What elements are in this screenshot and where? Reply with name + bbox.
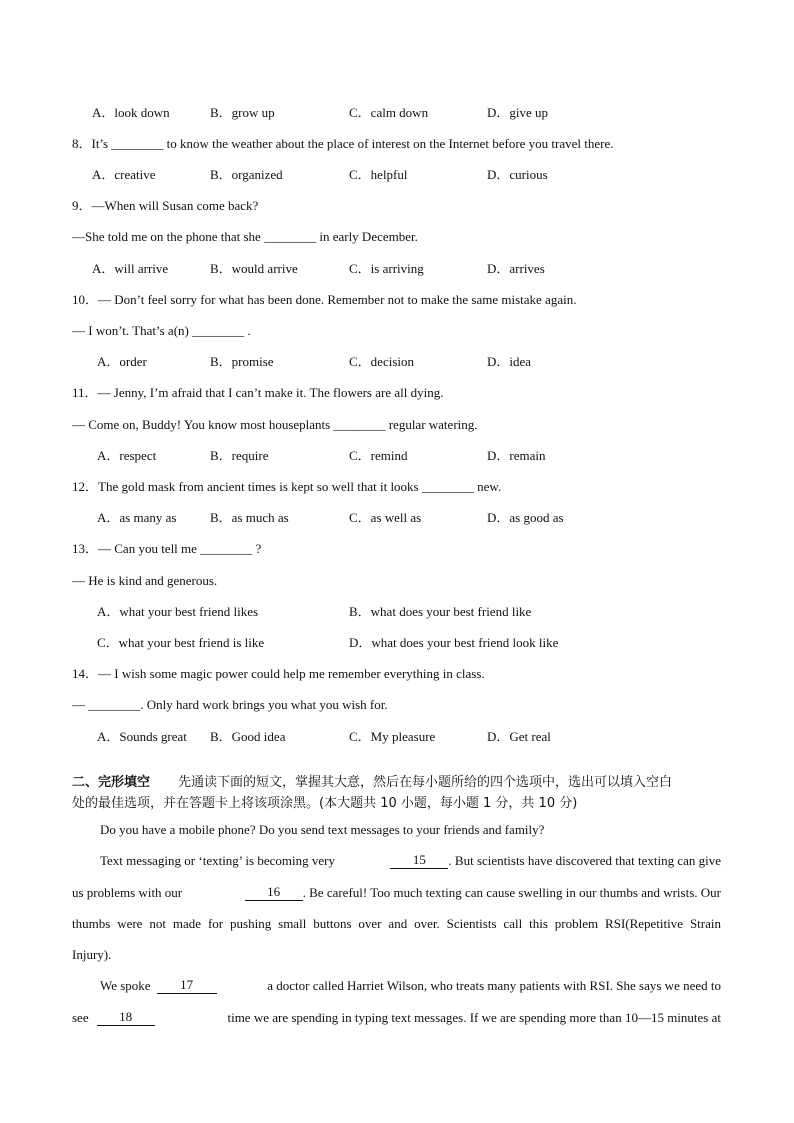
blank-16[interactable]: 16 xyxy=(245,885,303,901)
q10-option-a[interactable]: A．order xyxy=(97,354,147,369)
q14-option-a[interactable]: A．Sounds great xyxy=(97,729,187,744)
passage-line-7 xyxy=(72,1010,721,1026)
q13-stem xyxy=(72,541,261,557)
q8-stem-post: to know the weather about the place of interest on the Internet before you travel there. xyxy=(166,136,614,151)
passage-text: Text messaging or ‘texting’ is becoming very xyxy=(100,853,335,868)
q9-option-a[interactable]: A．will arrive xyxy=(92,261,169,276)
q9-option-d[interactable]: D．arrives xyxy=(487,261,545,276)
q7-option-d[interactable]: D．give up xyxy=(487,105,549,120)
q11-option-c[interactable]: C．remind xyxy=(349,448,408,463)
q14-option-d[interactable]: D．Get real xyxy=(487,729,551,744)
q8-option-c[interactable]: C．helpful xyxy=(349,167,408,182)
q9-stem-pre: —She told me on the phone that she xyxy=(72,229,261,244)
q14-stem-line1: 14．— I wish some magic power could help me remember everything in class. xyxy=(72,666,485,681)
q11-option-a[interactable]: A．respect xyxy=(97,448,157,463)
q12-option-b[interactable]: B．as much as xyxy=(210,510,289,525)
q10-stem-line1: 10．— Don’t feel sorry for what has been done. Remember not to make the same mistake again. xyxy=(72,292,577,307)
q13-stem-post: ? xyxy=(255,541,262,556)
q12-stem-pre: 12．The gold mask from ancient times is kept so well that it looks xyxy=(72,479,419,494)
q10-option-c[interactable]: C．decision xyxy=(349,354,414,369)
q8-stem xyxy=(72,136,614,152)
q14-stem-line2 xyxy=(72,697,388,713)
passage-text: . Be careful! Too much texting can cause swelling in our thumbs and wrists. Our xyxy=(302,885,721,900)
section2-title: 二、完形填空 xyxy=(72,775,151,790)
q9-blank: ________ xyxy=(264,229,317,244)
q14-option-c[interactable]: C．My pleasure xyxy=(349,729,436,744)
q13-option-b[interactable]: B．what does your best friend like xyxy=(349,604,532,619)
blank-17[interactable]: 17 xyxy=(157,978,217,994)
q14-stem-pre: — xyxy=(72,697,85,712)
passage-line-4: thumbs were not made for pushing small buttons over and over. Scientists call this problem RSI(Repetitive Strain xyxy=(72,916,721,931)
q11-option-d[interactable]: D．remain xyxy=(487,448,546,463)
q12-stem xyxy=(72,479,501,495)
q8-option-b[interactable]: B．organized xyxy=(210,167,283,182)
q12-stem-post: new. xyxy=(477,479,502,494)
q11-blank: ________ xyxy=(333,417,386,432)
q14-blank: ________ xyxy=(88,697,141,712)
q7-option-b[interactable]: B．grow up xyxy=(210,105,275,120)
q8-blank: ________ xyxy=(111,136,164,151)
passage-line-2 xyxy=(100,853,721,869)
passage-line-5: Injury). xyxy=(72,947,112,962)
blank-18[interactable]: 18 xyxy=(97,1010,155,1026)
q7-option-a[interactable]: A．look down xyxy=(92,105,170,120)
passage-text: a doctor called Harriet Wilson, who treats many patients with RSI. She says we need to xyxy=(267,978,721,993)
q9-stem-post: in early December. xyxy=(319,229,418,244)
q14-stem-post: . Only hard work brings you what you wish for. xyxy=(140,697,388,712)
q7-option-c[interactable]: C．calm down xyxy=(349,105,429,120)
q13-option-d[interactable]: D．what does your best friend look like xyxy=(349,635,559,650)
q8-option-a[interactable]: A．creative xyxy=(92,167,156,182)
q9-option-c[interactable]: C．is arriving xyxy=(349,261,424,276)
passage-paragraph-1: Do you have a mobile phone? Do you send text messages to your friends and family? xyxy=(100,822,545,837)
q10-stem-pre: — I won’t. That’s a(n) xyxy=(72,323,189,338)
q10-option-d[interactable]: D．idea xyxy=(487,354,532,369)
passage-text: see xyxy=(72,1010,89,1025)
passage-text: us problems with our xyxy=(72,885,183,900)
q13-blank: ________ xyxy=(200,541,253,556)
q12-blank: ________ xyxy=(421,479,474,494)
q13-option-c[interactable]: C．what your best friend is like xyxy=(97,635,265,650)
q10-stem-post: . xyxy=(247,323,251,338)
q11-stem-line2 xyxy=(72,417,478,433)
q14-option-b[interactable]: B．Good idea xyxy=(210,729,286,744)
blank-15[interactable]: 15 xyxy=(390,853,448,869)
q10-option-b[interactable]: B．promise xyxy=(210,354,274,369)
q9-stem-line2 xyxy=(72,229,418,245)
section2-heading xyxy=(72,774,672,792)
q12-option-d[interactable]: D．as good as xyxy=(487,510,564,525)
q13-stem-pre: 13．— Can you tell me xyxy=(72,541,197,556)
q10-blank: ________ xyxy=(192,323,245,338)
q9-stem-line1: 9．—When will Susan come back? xyxy=(72,198,259,213)
q9-option-b[interactable]: B．would arrive xyxy=(210,261,298,276)
q11-stem-post: regular watering. xyxy=(388,417,478,432)
q13-stem-line2: — He is kind and generous. xyxy=(72,573,218,588)
q13-option-a[interactable]: A．what your best friend likes xyxy=(97,604,259,619)
q8-stem-pre: 8．It’s xyxy=(72,136,109,151)
q12-option-a[interactable]: A．as many as xyxy=(97,510,177,525)
passage-text: . But scientists have discovered that texting can give xyxy=(448,853,721,868)
q11-stem-line1: 11．— Jenny, I’m afraid that I can’t make it. The flowers are all dying. xyxy=(72,385,444,400)
q11-option-b[interactable]: B．require xyxy=(210,448,269,463)
q12-option-c[interactable]: C．as well as xyxy=(349,510,422,525)
passage-line-6 xyxy=(100,978,721,994)
q11-stem-pre: — Come on, Buddy! You know most houseplants xyxy=(72,417,331,432)
passage-line-3 xyxy=(72,885,721,901)
section2-instructions-line2: 处的最佳选项，并在答题卡上将该项涂黑。(本大题共 10 小题，每小题 1 分，共 10 分) xyxy=(72,796,578,811)
q10-stem-line2 xyxy=(72,323,251,339)
q8-option-d[interactable]: D．curious xyxy=(487,167,548,182)
passage-text: time we are spending in typing text messages. If we are spending more than 10—15 minutes at xyxy=(227,1010,721,1025)
passage-text: We spoke xyxy=(100,978,151,993)
section2-instructions-line1: 先通读下面的短文，掌握其大意，然后在每小题所给的四个选项中，选出可以填入空白 xyxy=(178,775,673,790)
